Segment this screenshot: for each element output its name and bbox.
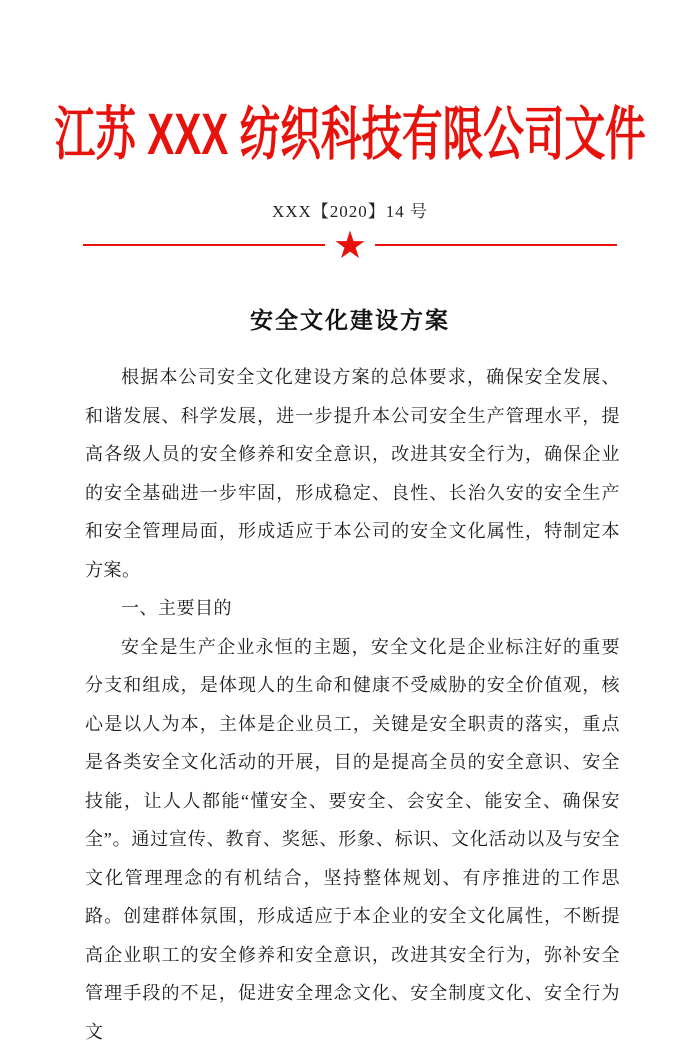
star-icon: ★ [333,227,367,265]
document-body [85,358,620,1051]
letterhead [0,0,700,170]
separator-line-right [375,244,617,246]
intro-paragraph: 根据本公司安全文化建设方案的总体要求，确保安全发展、和谐发展、科学发展，进一步提升本公司安全生产管理水平，提高各级人员的安全修养和安全意识，改进其安全行为，确保企业的安全基础进一步牢固，形成稳定、良性、长治久安的安全生产和安全管理局面，形成适应于本公司的安全文化属性，特制定本方案。 [85,358,620,589]
document-title: 安全文化建设方案 [0,304,700,336]
section-body-paragraph: 安全是生产企业永恒的主题，安全文化是企业标注好的重要分支和组成，是体现人的生命和健康不受威胁的安全价值观，核心是以人为本，主体是企业员工，关键是安全职责的落实，重点是各类安全文化活动的开展，目的是提高全员的安全意识、安全技能，让人人都能“懂安全、要安全、会安全、能安全、确保安全”。通过宣传、教育、奖惩、形象、标识、文化活动以及与安全文化管理理念的有机结合，坚持整体规划、有序推进的工作思路。创建群体氛围，形成适应于本企业的安全文化属性，不断提高企业职工的安全修养和安全意识，改进其安全行为，弥补安全管理手段的不足，促进安全理念文化、安全制度文化、安全行为文 [85,628,620,1051]
section-heading: 一、主要目的 [85,589,620,628]
document-number: XXX【2020】14 号 [0,200,700,224]
red-separator-rule [83,226,617,264]
letterhead-title: 江苏 XXX 纺织科技有限公司文件 [55,100,646,170]
separator-line-left [83,244,325,246]
